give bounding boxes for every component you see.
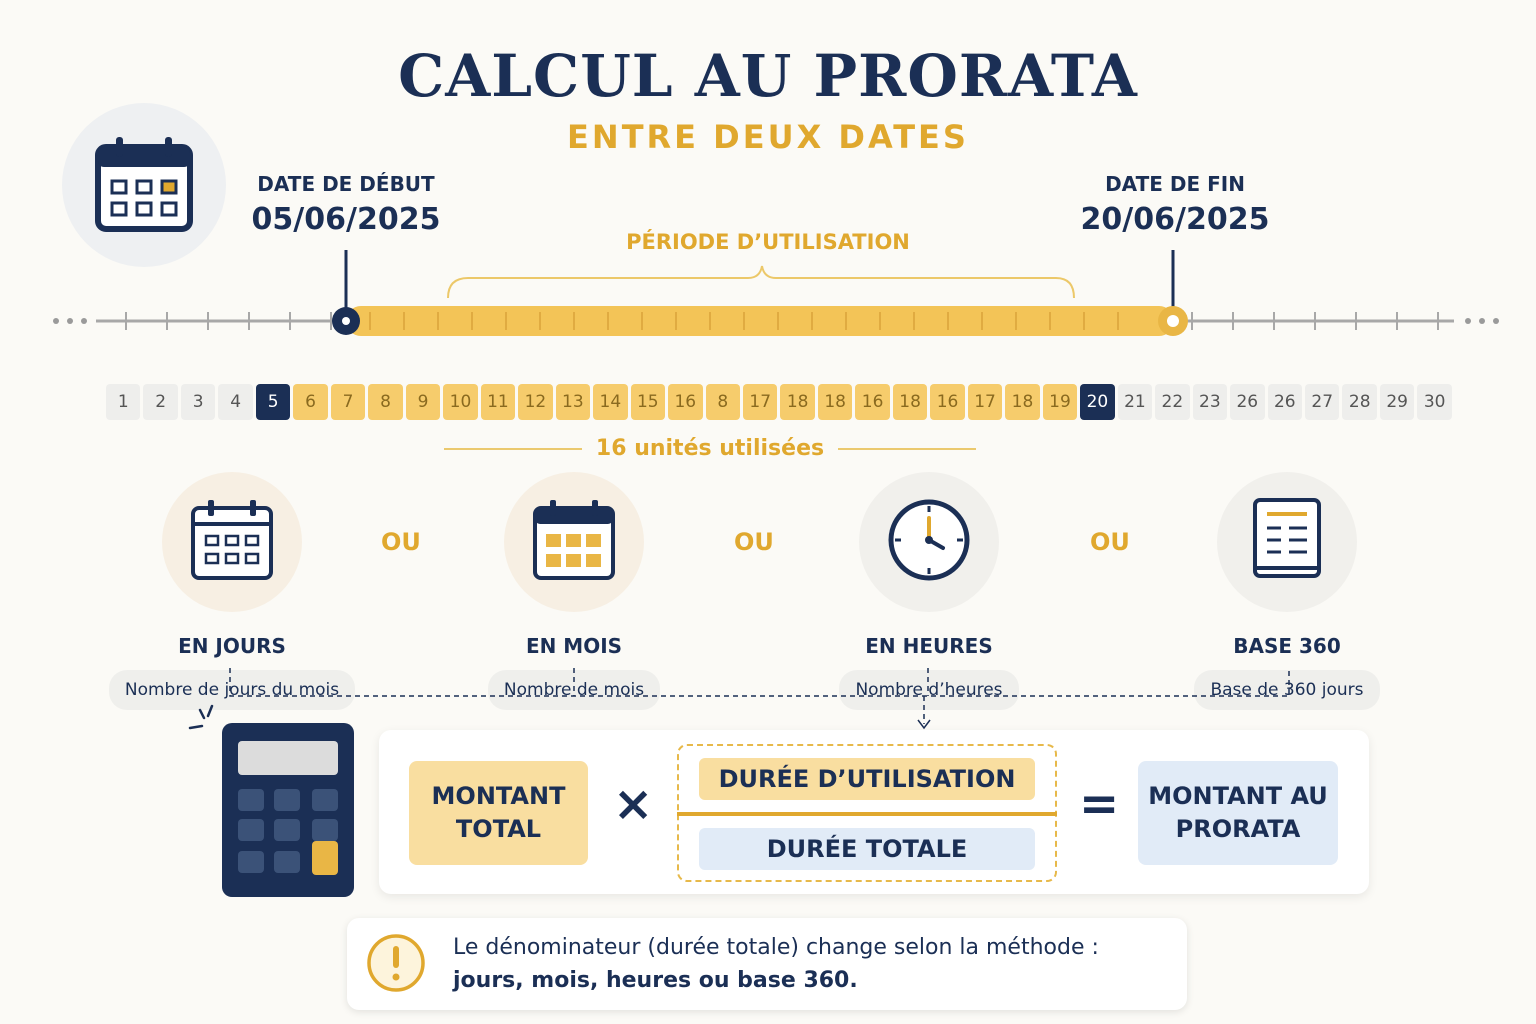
calendar-grid-icon bbox=[532, 498, 616, 582]
day-cell: 16 bbox=[930, 384, 964, 420]
day-strip bbox=[106, 384, 1452, 420]
note-line-2: jours, mois, heures ou base 360. bbox=[453, 968, 858, 993]
prorata-formula bbox=[379, 730, 1369, 894]
start-date-label: DATE DE DÉBUT bbox=[257, 172, 435, 196]
day-cell: 11 bbox=[481, 384, 515, 420]
end-date-label: DATE DE FIN bbox=[1105, 172, 1245, 196]
multiply-sign: × bbox=[613, 776, 654, 832]
units-used bbox=[444, 436, 976, 461]
method-note bbox=[347, 918, 1187, 1010]
end-date-value: 20/06/2025 bbox=[1080, 202, 1270, 237]
day-cell: 13 bbox=[556, 384, 590, 420]
clock-icon bbox=[887, 498, 971, 582]
day-cell: 16 bbox=[855, 384, 889, 420]
day-cell: 6 bbox=[293, 384, 327, 420]
method-desc: Nombre de mois bbox=[488, 670, 660, 710]
method-desc: Nombre d’heures bbox=[839, 670, 1018, 710]
day-cell: 27 bbox=[1305, 384, 1339, 420]
usage-period-label: PÉRIODE D’UTILISATION bbox=[626, 230, 910, 254]
page-title: CALCUL AU PRORATA bbox=[398, 42, 1138, 110]
duration-fraction bbox=[677, 744, 1057, 882]
start-date-value: 05/06/2025 bbox=[251, 202, 441, 237]
day-cell: 22 bbox=[1155, 384, 1189, 420]
day-cell: 5 bbox=[256, 384, 290, 420]
method-title: BASE 360 bbox=[1233, 634, 1341, 658]
day-cell: 15 bbox=[631, 384, 665, 420]
usage-duration-box: DURÉE D’UTILISATION bbox=[699, 758, 1035, 800]
day-cell: 2 bbox=[143, 384, 177, 420]
day-cell: 23 bbox=[1193, 384, 1227, 420]
day-cell: 14 bbox=[593, 384, 627, 420]
units-used-label: 16 unités utilisées bbox=[595, 436, 825, 461]
total-amount-box: MONTANT TOTAL bbox=[409, 761, 588, 865]
method-title: EN MOIS bbox=[525, 634, 623, 658]
day-cell: 8 bbox=[706, 384, 740, 420]
equals-sign: = bbox=[1079, 776, 1120, 832]
method-desc: Base de 360 jours bbox=[1194, 670, 1379, 710]
day-cell: 20 bbox=[1080, 384, 1114, 420]
day-cell: 30 bbox=[1417, 384, 1451, 420]
day-cell: 1 bbox=[106, 384, 140, 420]
day-cell: 19 bbox=[1043, 384, 1077, 420]
calendar-icon bbox=[94, 135, 194, 235]
day-cell: 12 bbox=[518, 384, 552, 420]
ledger-book-icon bbox=[1245, 498, 1329, 582]
day-cell: 8 bbox=[368, 384, 402, 420]
or-separator: OU bbox=[381, 528, 421, 556]
page-subtitle: ENTRE DEUX DATES bbox=[567, 118, 969, 156]
prorata-amount-box: MONTANT AU PRORATA bbox=[1138, 761, 1338, 865]
note-line-1: Le dénominateur (durée totale) change selon la méthode : bbox=[453, 935, 1099, 960]
or-separator: OU bbox=[1090, 528, 1130, 556]
sparkle-icon bbox=[186, 700, 226, 740]
day-cell: 16 bbox=[668, 384, 702, 420]
day-cell: 7 bbox=[331, 384, 365, 420]
total-duration-box: DURÉE TOTALE bbox=[699, 828, 1035, 870]
day-cell: 18 bbox=[780, 384, 814, 420]
method-title: EN JOURS bbox=[178, 634, 286, 658]
day-cell: 28 bbox=[1342, 384, 1376, 420]
day-cell: 29 bbox=[1380, 384, 1414, 420]
day-cell: 18 bbox=[1005, 384, 1039, 420]
calendar-icon bbox=[190, 498, 274, 582]
day-cell: 17 bbox=[743, 384, 777, 420]
or-separator: OU bbox=[734, 528, 774, 556]
day-cell: 4 bbox=[218, 384, 252, 420]
calculator-icon bbox=[222, 723, 354, 897]
method-title: EN HEURES bbox=[865, 634, 993, 658]
method-connectors bbox=[0, 660, 1536, 732]
day-cell: 10 bbox=[443, 384, 477, 420]
day-cell: 3 bbox=[181, 384, 215, 420]
day-cell: 17 bbox=[968, 384, 1002, 420]
day-cell: 18 bbox=[893, 384, 927, 420]
day-cell: 9 bbox=[406, 384, 440, 420]
timeline bbox=[0, 240, 1536, 350]
day-cell: 18 bbox=[818, 384, 852, 420]
exclamation-icon bbox=[365, 932, 427, 994]
day-cell: 21 bbox=[1118, 384, 1152, 420]
day-cell: 26 bbox=[1268, 384, 1302, 420]
day-cell: 26 bbox=[1230, 384, 1264, 420]
method-desc: Nombre de jours du mois bbox=[109, 670, 355, 710]
